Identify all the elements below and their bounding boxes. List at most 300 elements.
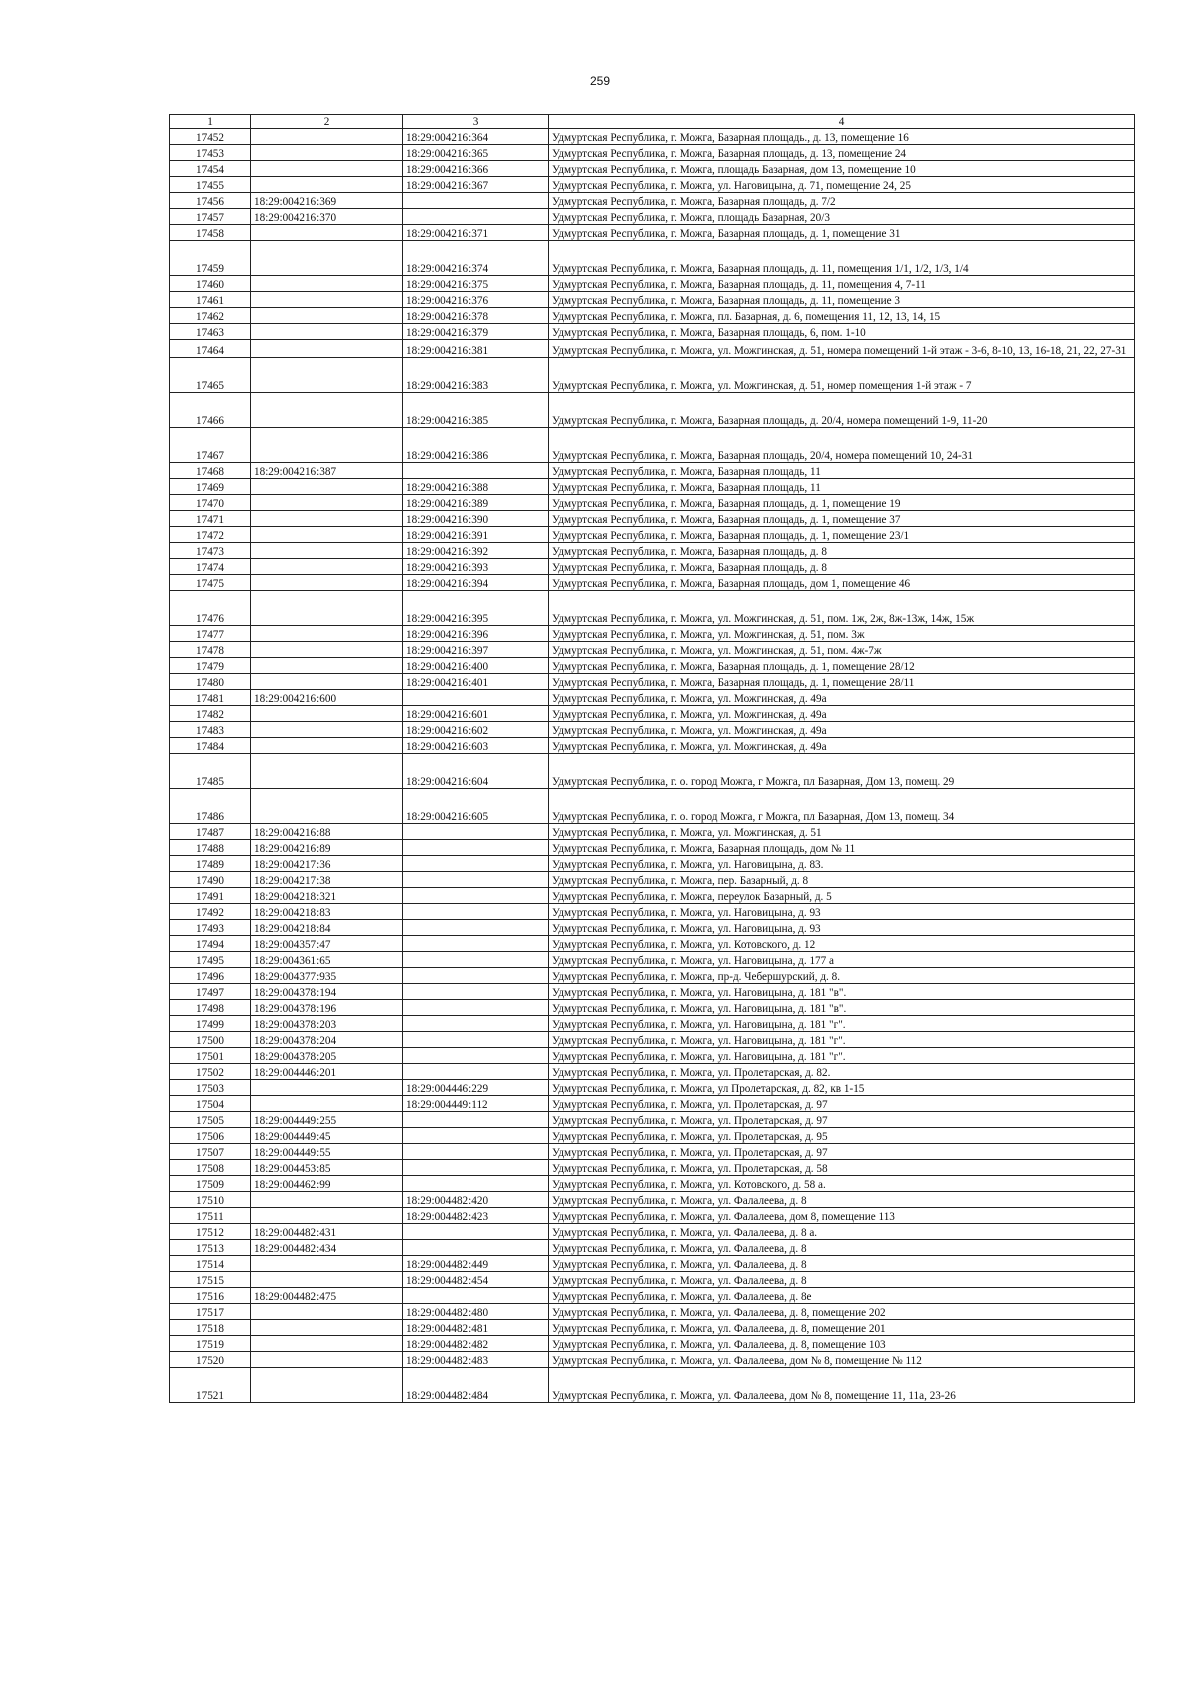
registry-table	[169, 114, 1135, 1403]
address-cell: Удмуртская Республика, г. Можга, Базарная площадь, д. 7/2	[549, 193, 1135, 209]
cadastral-number-cell	[251, 225, 403, 241]
object-cadastral-number-cell: 18:29:004482:484	[403, 1368, 549, 1403]
table-row	[170, 479, 1135, 495]
row-number-cell: 17482	[170, 706, 251, 722]
table-row	[170, 1208, 1135, 1224]
object-cadastral-number-cell	[403, 1240, 549, 1256]
address-cell: Удмуртская Республика, г. Можга, ул. Можгинская, д. 49а	[549, 690, 1135, 706]
cadastral-number-cell	[251, 479, 403, 495]
object-cadastral-number-cell: 18:29:004216:385	[403, 393, 549, 428]
row-number-cell: 17467	[170, 428, 251, 463]
table-header	[170, 115, 1135, 129]
cadastral-number-cell: 18:29:004361:65	[251, 952, 403, 968]
table-row	[170, 1032, 1135, 1048]
cadastral-number-cell: 18:29:004378:203	[251, 1016, 403, 1032]
object-cadastral-number-cell: 18:29:004216:388	[403, 479, 549, 495]
row-number-cell: 17466	[170, 393, 251, 428]
row-number-cell: 17479	[170, 658, 251, 674]
row-number-cell: 17512	[170, 1224, 251, 1240]
cadastral-number-cell	[251, 495, 403, 511]
address-cell: Удмуртская Республика, г. Можга, Базарная площадь., д. 13, помещение 16	[549, 129, 1135, 145]
cadastral-number-cell: 18:29:004216:89	[251, 840, 403, 856]
object-cadastral-number-cell	[403, 856, 549, 872]
object-cadastral-number-cell	[403, 920, 549, 936]
object-cadastral-number-cell: 18:29:004216:395	[403, 591, 549, 626]
object-cadastral-number-cell	[403, 1064, 549, 1080]
row-number-cell: 17508	[170, 1160, 251, 1176]
cadastral-number-cell: 18:29:004378:194	[251, 984, 403, 1000]
address-cell: Удмуртская Республика, г. Можга, ул. Фалалеева, д. 8, помещение 201	[549, 1320, 1135, 1336]
row-number-cell: 17510	[170, 1192, 251, 1208]
object-cadastral-number-cell	[403, 872, 549, 888]
row-number-cell: 17452	[170, 129, 251, 145]
cadastral-number-cell	[251, 358, 403, 393]
row-number-cell: 17491	[170, 888, 251, 904]
row-number-cell: 17499	[170, 1016, 251, 1032]
object-cadastral-number-cell	[403, 840, 549, 856]
table-row	[170, 1176, 1135, 1192]
row-number-cell: 17461	[170, 292, 251, 308]
address-cell: Удмуртская Республика, г. Можга, ул. Наговицына, д. 181 "г".	[549, 1032, 1135, 1048]
table-row	[170, 738, 1135, 754]
row-number-cell: 17490	[170, 872, 251, 888]
object-cadastral-number-cell: 18:29:004216:390	[403, 511, 549, 527]
address-cell: Удмуртская Республика, г. Можга, ул. Наговицына, д. 71, помещение 24, 25	[549, 177, 1135, 193]
cadastral-number-cell	[251, 559, 403, 575]
object-cadastral-number-cell: 18:29:004216:391	[403, 527, 549, 543]
row-number-cell: 17477	[170, 626, 251, 642]
table-row	[170, 575, 1135, 591]
object-cadastral-number-cell	[403, 209, 549, 225]
object-cadastral-number-cell: 18:29:004482:454	[403, 1272, 549, 1288]
cadastral-number-cell: 18:29:004378:205	[251, 1048, 403, 1064]
table-row	[170, 920, 1135, 936]
cadastral-number-cell	[251, 129, 403, 145]
cadastral-number-cell: 18:29:004449:55	[251, 1144, 403, 1160]
table-row	[170, 952, 1135, 968]
address-cell: Удмуртская Республика, г. Можга, Базарная площадь, д. 11, помещение 3	[549, 292, 1135, 308]
table-row	[170, 145, 1135, 161]
address-cell: Удмуртская Республика, г. Можга, ул. Наговицына, д. 181 "в".	[549, 1000, 1135, 1016]
cadastral-number-cell	[251, 1080, 403, 1096]
row-number-cell: 17481	[170, 690, 251, 706]
object-cadastral-number-cell: 18:29:004216:400	[403, 658, 549, 674]
table-row	[170, 209, 1135, 225]
object-cadastral-number-cell	[403, 690, 549, 706]
address-cell: Удмуртская Республика, г. Можга, ул. Наговицына, д. 181 "г".	[549, 1016, 1135, 1032]
object-cadastral-number-cell: 18:29:004216:602	[403, 722, 549, 738]
table-row	[170, 177, 1135, 193]
object-cadastral-number-cell: 18:29:004449:112	[403, 1096, 549, 1112]
cadastral-number-cell: 18:29:004449:255	[251, 1112, 403, 1128]
address-cell: Удмуртская Республика, г. Можга, ул. Пролетарская, д. 97	[549, 1144, 1135, 1160]
row-number-cell: 17519	[170, 1336, 251, 1352]
row-number-cell: 17503	[170, 1080, 251, 1096]
row-number-cell: 17465	[170, 358, 251, 393]
cadastral-number-cell	[251, 1304, 403, 1320]
table-row	[170, 888, 1135, 904]
object-cadastral-number-cell	[403, 824, 549, 840]
cadastral-number-cell	[251, 1272, 403, 1288]
cadastral-number-cell	[251, 575, 403, 591]
object-cadastral-number-cell: 18:29:004482:449	[403, 1256, 549, 1272]
column-header-1: 1	[170, 115, 251, 129]
row-number-cell: 17474	[170, 559, 251, 575]
cadastral-number-cell	[251, 1192, 403, 1208]
row-number-cell: 17488	[170, 840, 251, 856]
cadastral-number-cell	[251, 591, 403, 626]
cadastral-number-cell: 18:29:004357:47	[251, 936, 403, 952]
object-cadastral-number-cell	[403, 193, 549, 209]
address-cell: Удмуртская Республика, г. Можга, ул. Можгинская, д. 49а	[549, 722, 1135, 738]
cadastral-number-cell	[251, 340, 403, 358]
address-cell: Удмуртская Республика, г. Можга, пер. Базарный, д. 8	[549, 872, 1135, 888]
address-cell: Удмуртская Республика, г. Можга, ул. Наговицына, д. 177 а	[549, 952, 1135, 968]
table-row	[170, 543, 1135, 559]
table-row	[170, 968, 1135, 984]
object-cadastral-number-cell: 18:29:004216:366	[403, 161, 549, 177]
cadastral-number-cell	[251, 789, 403, 824]
address-cell: Удмуртская Республика, г. Можга, Базарная площадь, д. 11, помещения 1/1, 1/2, 1/3, 1/4	[549, 241, 1135, 276]
object-cadastral-number-cell: 18:29:004216:396	[403, 626, 549, 642]
table-row	[170, 340, 1135, 358]
table-row	[170, 292, 1135, 308]
cadastral-number-cell: 18:29:004216:88	[251, 824, 403, 840]
cadastral-number-cell	[251, 738, 403, 754]
table-row	[170, 1128, 1135, 1144]
object-cadastral-number-cell	[403, 1048, 549, 1064]
address-cell: Удмуртская Республика, г. Можга, ул. Фалалеева, д. 8	[549, 1240, 1135, 1256]
address-cell: Удмуртская Республика, г. Можга, ул. Можгинская, д. 51, номера помещений 1-й этаж - 3-6, 8-10, 13, 16-18, 21, 22, 27-31	[549, 340, 1135, 358]
cadastral-number-cell: 18:29:004449:45	[251, 1128, 403, 1144]
table-row	[170, 1096, 1135, 1112]
table-row	[170, 1080, 1135, 1096]
address-cell: Удмуртская Республика, г. Можга, ул. Пролетарская, д. 82.	[549, 1064, 1135, 1080]
cadastral-number-cell: 18:29:004218:84	[251, 920, 403, 936]
address-cell: Удмуртская Республика, г. Можга, ул. Можгинская, д. 51	[549, 824, 1135, 840]
row-number-cell: 17485	[170, 754, 251, 789]
cadastral-number-cell	[251, 177, 403, 193]
table-row	[170, 241, 1135, 276]
address-cell: Удмуртская Республика, г. Можга, Базарная площадь, д. 8	[549, 543, 1135, 559]
row-number-cell: 17492	[170, 904, 251, 920]
object-cadastral-number-cell: 18:29:004216:364	[403, 129, 549, 145]
row-number-cell: 17494	[170, 936, 251, 952]
address-cell: Удмуртская Республика, г. Можга, ул. Наговицына, д. 83.	[549, 856, 1135, 872]
table-row	[170, 1368, 1135, 1403]
row-number-cell: 17460	[170, 276, 251, 292]
row-number-cell: 17521	[170, 1368, 251, 1403]
row-number-cell: 17502	[170, 1064, 251, 1080]
address-cell: Удмуртская Республика, г. Можга, площадь Базарная, 20/3	[549, 209, 1135, 225]
cadastral-number-cell	[251, 511, 403, 527]
row-number-cell: 17453	[170, 145, 251, 161]
cadastral-number-cell	[251, 145, 403, 161]
table-row	[170, 393, 1135, 428]
cadastral-number-cell	[251, 754, 403, 789]
address-cell: Удмуртская Республика, г. Можга, ул. Можгинская, д. 51, номер помещения 1-й этаж - 7	[549, 358, 1135, 393]
table-row	[170, 225, 1135, 241]
table-row	[170, 495, 1135, 511]
table-row	[170, 591, 1135, 626]
cadastral-number-cell	[251, 1336, 403, 1352]
address-cell: Удмуртская Республика, г. о. город Можга, г Можга, пл Базарная, Дом 13, помещ. 29	[549, 754, 1135, 789]
table-row	[170, 872, 1135, 888]
row-number-cell: 17520	[170, 1352, 251, 1368]
object-cadastral-number-cell: 18:29:004216:392	[403, 543, 549, 559]
object-cadastral-number-cell: 18:29:004216:365	[403, 145, 549, 161]
address-cell: Удмуртская Республика, г. Можга, ул. Пролетарская, д. 95	[549, 1128, 1135, 1144]
address-cell: Удмуртская Республика, г. Можга, ул. Фалалеева, д. 8	[549, 1192, 1135, 1208]
header-row	[170, 115, 1135, 129]
cadastral-number-cell	[251, 393, 403, 428]
address-cell: Удмуртская Республика, г. Можга, ул. Наговицына, д. 93	[549, 920, 1135, 936]
row-number-cell: 17475	[170, 575, 251, 591]
column-header-4: 4	[549, 115, 1135, 129]
row-number-cell: 17476	[170, 591, 251, 626]
object-cadastral-number-cell: 18:29:004216:378	[403, 308, 549, 324]
table-row	[170, 276, 1135, 292]
object-cadastral-number-cell: 18:29:004482:482	[403, 1336, 549, 1352]
address-cell: Удмуртская Республика, г. Можга, ул. Фалалеева, д. 8 а.	[549, 1224, 1135, 1240]
object-cadastral-number-cell: 18:29:004482:423	[403, 1208, 549, 1224]
page-number: 259	[589, 74, 611, 88]
address-cell: Удмуртская Республика, г. Можга, ул. Пролетарская, д. 58	[549, 1160, 1135, 1176]
cadastral-number-cell	[251, 706, 403, 722]
cadastral-number-cell	[251, 1352, 403, 1368]
object-cadastral-number-cell	[403, 1144, 549, 1160]
row-number-cell: 17470	[170, 495, 251, 511]
object-cadastral-number-cell: 18:29:004216:601	[403, 706, 549, 722]
address-cell: Удмуртская Республика, г. Можга, ул. Можгинская, д. 51, пом. 1ж, 2ж, 8ж-13ж, 14ж, 15ж	[549, 591, 1135, 626]
table-row	[170, 1160, 1135, 1176]
address-cell: Удмуртская Республика, г. Можга, Базарная площадь, д. 1, помещение 31	[549, 225, 1135, 241]
row-number-cell: 17454	[170, 161, 251, 177]
cadastral-number-cell	[251, 1320, 403, 1336]
object-cadastral-number-cell	[403, 984, 549, 1000]
row-number-cell: 17509	[170, 1176, 251, 1192]
object-cadastral-number-cell: 18:29:004216:603	[403, 738, 549, 754]
address-cell: Удмуртская Республика, г. Можга, ул. Фалалеева, дом № 8, помещение 11, 11а, 23-26	[549, 1368, 1135, 1403]
object-cadastral-number-cell: 18:29:004216:394	[403, 575, 549, 591]
row-number-cell: 17472	[170, 527, 251, 543]
object-cadastral-number-cell	[403, 952, 549, 968]
address-cell: Удмуртская Республика, г. Можга, Базарная площадь, 11	[549, 479, 1135, 495]
address-cell: Удмуртская Республика, г. Можга, ул. Можгинская, д. 49а	[549, 738, 1135, 754]
table-row	[170, 129, 1135, 145]
cadastral-number-cell	[251, 722, 403, 738]
table-row	[170, 1352, 1135, 1368]
address-cell: Удмуртская Республика, г. Можга, ул. Можгинская, д. 51, пом. 4ж-7ж	[549, 642, 1135, 658]
row-number-cell: 17458	[170, 225, 251, 241]
table-row	[170, 1272, 1135, 1288]
address-cell: Удмуртская Республика, г. о. город Можга, г Можга, пл Базарная, Дом 13, помещ. 34	[549, 789, 1135, 824]
table-row	[170, 511, 1135, 527]
row-number-cell: 17500	[170, 1032, 251, 1048]
row-number-cell: 17506	[170, 1128, 251, 1144]
row-number-cell: 17455	[170, 177, 251, 193]
address-cell: Удмуртская Республика, г. Можга, ул. Фалалеева, д. 8, помещение 202	[549, 1304, 1135, 1320]
row-number-cell: 17495	[170, 952, 251, 968]
object-cadastral-number-cell	[403, 1032, 549, 1048]
table-row	[170, 1256, 1135, 1272]
table-row	[170, 856, 1135, 872]
address-cell: Удмуртская Республика, г. Можга, ул. Наговицына, д. 181 "г".	[549, 1048, 1135, 1064]
address-cell: Удмуртская Республика, г. Можга, ул. Фалалеева, д. 8	[549, 1256, 1135, 1272]
table-row	[170, 358, 1135, 393]
cadastral-number-cell: 18:29:004216:370	[251, 209, 403, 225]
address-cell: Удмуртская Республика, г. Можга, пл. Базарная, д. 6, помещения 11, 12, 13, 14, 15	[549, 308, 1135, 324]
row-number-cell: 17515	[170, 1272, 251, 1288]
address-cell: Удмуртская Республика, г. Можга, Базарная площадь, 11	[549, 463, 1135, 479]
row-number-cell: 17457	[170, 209, 251, 225]
row-number-cell: 17480	[170, 674, 251, 690]
table-row	[170, 754, 1135, 789]
cadastral-number-cell	[251, 543, 403, 559]
object-cadastral-number-cell: 18:29:004216:389	[403, 495, 549, 511]
cadastral-number-cell: 18:29:004217:38	[251, 872, 403, 888]
object-cadastral-number-cell: 18:29:004216:397	[403, 642, 549, 658]
row-number-cell: 17468	[170, 463, 251, 479]
cadastral-number-cell	[251, 1256, 403, 1272]
address-cell: Удмуртская Республика, г. Можга, Базарная площадь, д. 1, помещение 37	[549, 511, 1135, 527]
table-row	[170, 824, 1135, 840]
address-cell: Удмуртская Республика, г. Можга, площадь Базарная, дом 13, помещение 10	[549, 161, 1135, 177]
address-cell: Удмуртская Республика, г. Можга, Базарная площадь, дом № 11	[549, 840, 1135, 856]
cadastral-number-cell	[251, 292, 403, 308]
table-row	[170, 1240, 1135, 1256]
object-cadastral-number-cell	[403, 904, 549, 920]
cadastral-number-cell	[251, 642, 403, 658]
table-row	[170, 840, 1135, 856]
table-row	[170, 527, 1135, 543]
table-row	[170, 1112, 1135, 1128]
row-number-cell: 17459	[170, 241, 251, 276]
object-cadastral-number-cell	[403, 1176, 549, 1192]
address-cell: Удмуртская Республика, г. Можга, ул. Фалалеева, д. 8	[549, 1272, 1135, 1288]
cadastral-number-cell	[251, 308, 403, 324]
object-cadastral-number-cell: 18:29:004216:383	[403, 358, 549, 393]
table-row	[170, 658, 1135, 674]
address-cell: Удмуртская Республика, г. Можга, Базарная площадь, д. 1, помещение 23/1	[549, 527, 1135, 543]
address-cell: Удмуртская Республика, г. Можга, ул. Фалалеева, дом 8, помещение 113	[549, 1208, 1135, 1224]
table-row	[170, 1224, 1135, 1240]
cadastral-number-cell	[251, 241, 403, 276]
row-number-cell: 17507	[170, 1144, 251, 1160]
object-cadastral-number-cell	[403, 936, 549, 952]
object-cadastral-number-cell	[403, 1000, 549, 1016]
table-row	[170, 936, 1135, 952]
object-cadastral-number-cell	[403, 968, 549, 984]
row-number-cell: 17471	[170, 511, 251, 527]
cadastral-number-cell	[251, 1208, 403, 1224]
cadastral-number-cell	[251, 1368, 403, 1403]
object-cadastral-number-cell: 18:29:004216:393	[403, 559, 549, 575]
cadastral-number-cell	[251, 428, 403, 463]
table-row	[170, 308, 1135, 324]
row-number-cell: 17505	[170, 1112, 251, 1128]
row-number-cell: 17486	[170, 789, 251, 824]
row-number-cell: 17462	[170, 308, 251, 324]
row-number-cell: 17516	[170, 1288, 251, 1304]
cadastral-number-cell: 18:29:004482:475	[251, 1288, 403, 1304]
table-row	[170, 984, 1135, 1000]
cadastral-number-cell: 18:29:004218:321	[251, 888, 403, 904]
row-number-cell: 17514	[170, 1256, 251, 1272]
cadastral-number-cell: 18:29:004216:369	[251, 193, 403, 209]
row-number-cell: 17483	[170, 722, 251, 738]
cadastral-number-cell	[251, 658, 403, 674]
address-cell: Удмуртская Республика, г. Можга, ул. Фалалеева, дом № 8, помещение № 112	[549, 1352, 1135, 1368]
row-number-cell: 17493	[170, 920, 251, 936]
object-cadastral-number-cell: 18:29:004482:483	[403, 1352, 549, 1368]
table-row	[170, 559, 1135, 575]
object-cadastral-number-cell	[403, 1112, 549, 1128]
object-cadastral-number-cell	[403, 1016, 549, 1032]
address-cell: Удмуртская Республика, г. Можга, ул. Фалалеева, д. 8, помещение 103	[549, 1336, 1135, 1352]
cadastral-number-cell: 18:29:004453:85	[251, 1160, 403, 1176]
address-cell: Удмуртская Республика, г. Можга, ул. Фалалеева, д. 8е	[549, 1288, 1135, 1304]
table-row	[170, 1144, 1135, 1160]
address-cell: Удмуртская Республика, г. Можга, Базарная площадь, д. 1, помещение 28/12	[549, 658, 1135, 674]
row-number-cell: 17464	[170, 340, 251, 358]
object-cadastral-number-cell: 18:29:004216:605	[403, 789, 549, 824]
row-number-cell: 17463	[170, 324, 251, 340]
cadastral-number-cell: 18:29:004482:431	[251, 1224, 403, 1240]
object-cadastral-number-cell: 18:29:004216:381	[403, 340, 549, 358]
object-cadastral-number-cell: 18:29:004216:386	[403, 428, 549, 463]
table-row	[170, 904, 1135, 920]
cadastral-number-cell	[251, 626, 403, 642]
table-row	[170, 463, 1135, 479]
table-row	[170, 722, 1135, 738]
cadastral-number-cell: 18:29:004378:204	[251, 1032, 403, 1048]
table-row	[170, 1192, 1135, 1208]
object-cadastral-number-cell: 18:29:004216:379	[403, 324, 549, 340]
table-row	[170, 193, 1135, 209]
cadastral-number-cell: 18:29:004462:99	[251, 1176, 403, 1192]
address-cell: Удмуртская Республика, г. Можга, ул. Пролетарская, д. 97	[549, 1112, 1135, 1128]
address-cell: Удмуртская Республика, г. Можга, переулок Базарный, д. 5	[549, 888, 1135, 904]
object-cadastral-number-cell: 18:29:004482:481	[403, 1320, 549, 1336]
object-cadastral-number-cell: 18:29:004216:371	[403, 225, 549, 241]
row-number-cell: 17473	[170, 543, 251, 559]
address-cell: Удмуртская Республика, г. Можга, ул. Можгинская, д. 51, пом. 3ж	[549, 626, 1135, 642]
object-cadastral-number-cell: 18:29:004216:375	[403, 276, 549, 292]
object-cadastral-number-cell: 18:29:004216:604	[403, 754, 549, 789]
address-cell: Удмуртская Республика, г. Можга, ул. Котовского, д. 12	[549, 936, 1135, 952]
cadastral-number-cell: 18:29:004216:387	[251, 463, 403, 479]
address-cell: Удмуртская Республика, г. Можга, ул Пролетарская, д. 82, кв 1-15	[549, 1080, 1135, 1096]
cadastral-number-cell	[251, 161, 403, 177]
table-row	[170, 789, 1135, 824]
cadastral-number-cell	[251, 674, 403, 690]
table-row	[170, 1016, 1135, 1032]
address-cell: Удмуртская Республика, г. Можга, Базарная площадь, 6, пом. 1-10	[549, 324, 1135, 340]
table-row	[170, 324, 1135, 340]
table-row	[170, 1048, 1135, 1064]
object-cadastral-number-cell: 18:29:004216:367	[403, 177, 549, 193]
cadastral-number-cell: 18:29:004217:36	[251, 856, 403, 872]
address-cell: Удмуртская Республика, г. Можга, Базарная площадь, д. 20/4, номера помещений 1-9, 11-20	[549, 393, 1135, 428]
address-cell: Удмуртская Республика, г. Можга, Базарная площадь, д. 11, помещения 4, 7-11	[549, 276, 1135, 292]
address-cell: Удмуртская Республика, г. Можга, Базарная площадь, д. 8	[549, 559, 1135, 575]
cadastral-number-cell	[251, 1096, 403, 1112]
address-cell: Удмуртская Республика, г. Можга, Базарная площадь, 20/4, номера помещений 10, 24-31	[549, 428, 1135, 463]
table-row	[170, 161, 1135, 177]
address-cell: Удмуртская Республика, г. Можга, Базарная площадь, д. 1, помещение 28/11	[549, 674, 1135, 690]
row-number-cell: 17517	[170, 1304, 251, 1320]
